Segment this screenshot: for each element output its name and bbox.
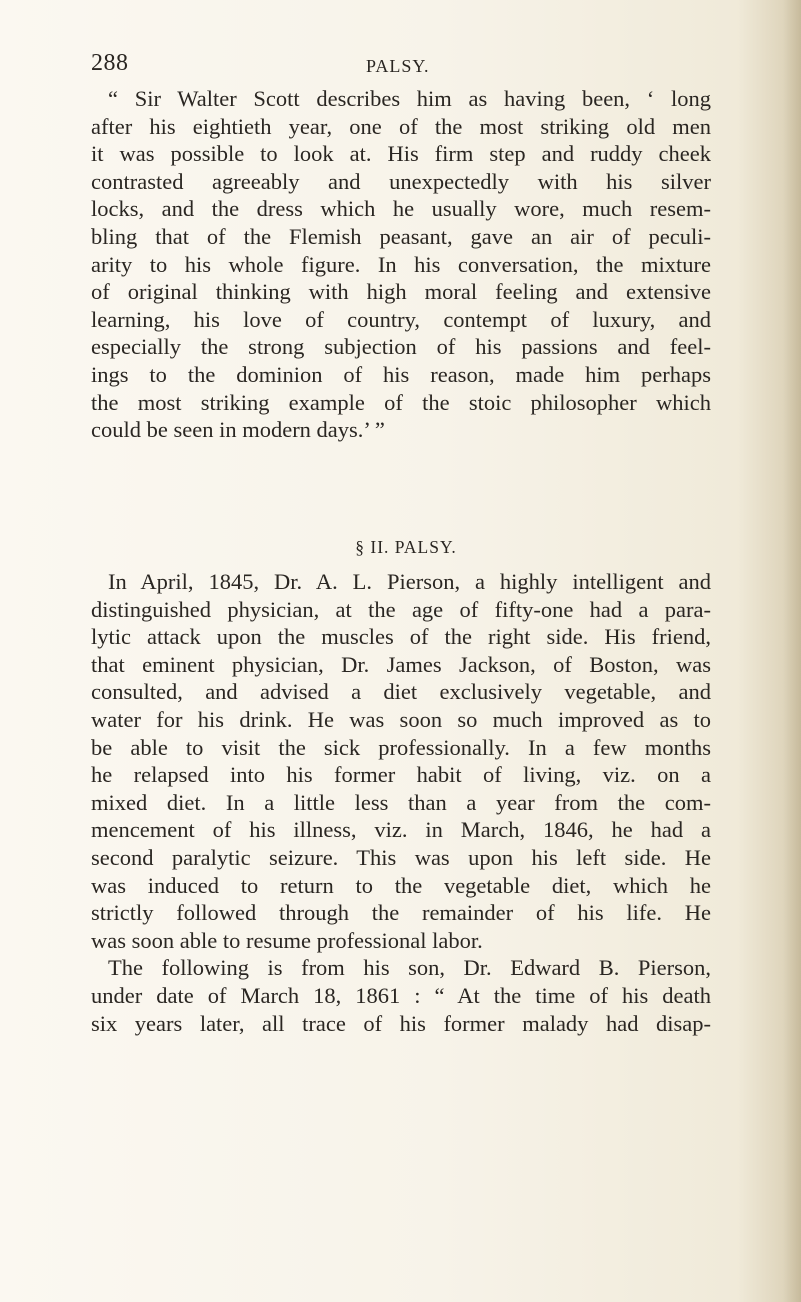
page-header <box>91 50 711 80</box>
text-line: bling that of the Flemish peasant, gave an air of peculi- <box>91 223 711 249</box>
quote-paragraph <box>91 85 711 444</box>
text-line: second paralytic seizure. This was upon his left side. He <box>91 844 711 870</box>
text-line: was induced to return to the vegetable diet, which he <box>91 872 711 898</box>
text-line: contrasted agreeably and unexpectedly with his silver <box>91 168 711 194</box>
text-line: was soon able to resume professional labor. <box>91 927 483 953</box>
text-line: In April, 1845, Dr. A. L. Pierson, a highly intelligent and <box>108 569 711 594</box>
text-line: the most striking example of the stoic philosopher which <box>91 389 711 415</box>
text-line: after his eightieth year, one of the most striking old men <box>91 113 711 139</box>
text-line: learning, his love of country, contempt of luxury, and <box>91 306 711 332</box>
page-number: 288 <box>91 50 129 76</box>
text-line: arity to his whole figure. In his conversation, the mixture <box>91 251 711 277</box>
text-line: especially the strong subjection of his passions and feel- <box>91 334 711 360</box>
text-line: six years later, all trace of his former malady had disap- <box>91 1010 711 1036</box>
text-line: distinguished physician, at the age of fifty-one had a para- <box>91 596 711 622</box>
text-line: water for his drink. He was soon so much improved as to <box>91 706 711 732</box>
text-line: “ Sir Walter Scott describes him as having been, ‘ long <box>108 86 711 111</box>
text-line: locks, and the dress which he usually wore, much resem- <box>91 196 711 222</box>
text-line: be able to visit the sick professionally. In a few months <box>91 734 711 760</box>
text-line: that eminent physician, Dr. James Jackson, of Boston, was <box>91 651 711 677</box>
section-heading: § II. PALSY. <box>355 537 457 557</box>
body-paragraph <box>91 568 711 1037</box>
text-line: The following is from his son, Dr. Edward B. Pierson, <box>108 955 711 981</box>
text-line: of original thinking with high moral feeling and extensive <box>91 279 711 305</box>
text-line: mencement of his illness, viz. in March, 1846, he had a <box>91 817 711 843</box>
text-line: strictly followed through the remainder of his life. He <box>91 900 711 926</box>
running-title: PALSY. <box>366 56 430 76</box>
text-line: could be seen in modern days.’ ” <box>91 417 385 443</box>
page-edge-shadow <box>783 0 801 1302</box>
text-line: under date of March 18, 1861 : “ At the time of his death <box>91 982 711 1008</box>
text-line: ings to the dominion of his reason, made him perhaps <box>91 361 711 387</box>
text-line: consulted, and advised a diet exclusively vegetable, and <box>91 679 711 705</box>
text-line: mixed diet. In a little less than a year from the com- <box>91 789 711 815</box>
text-line: he relapsed into his former habit of living, viz. on a <box>91 762 711 788</box>
text-line: lytic attack upon the muscles of the right side. His friend, <box>91 624 711 650</box>
text-line: it was possible to look at. His firm step and ruddy cheek <box>91 141 711 167</box>
